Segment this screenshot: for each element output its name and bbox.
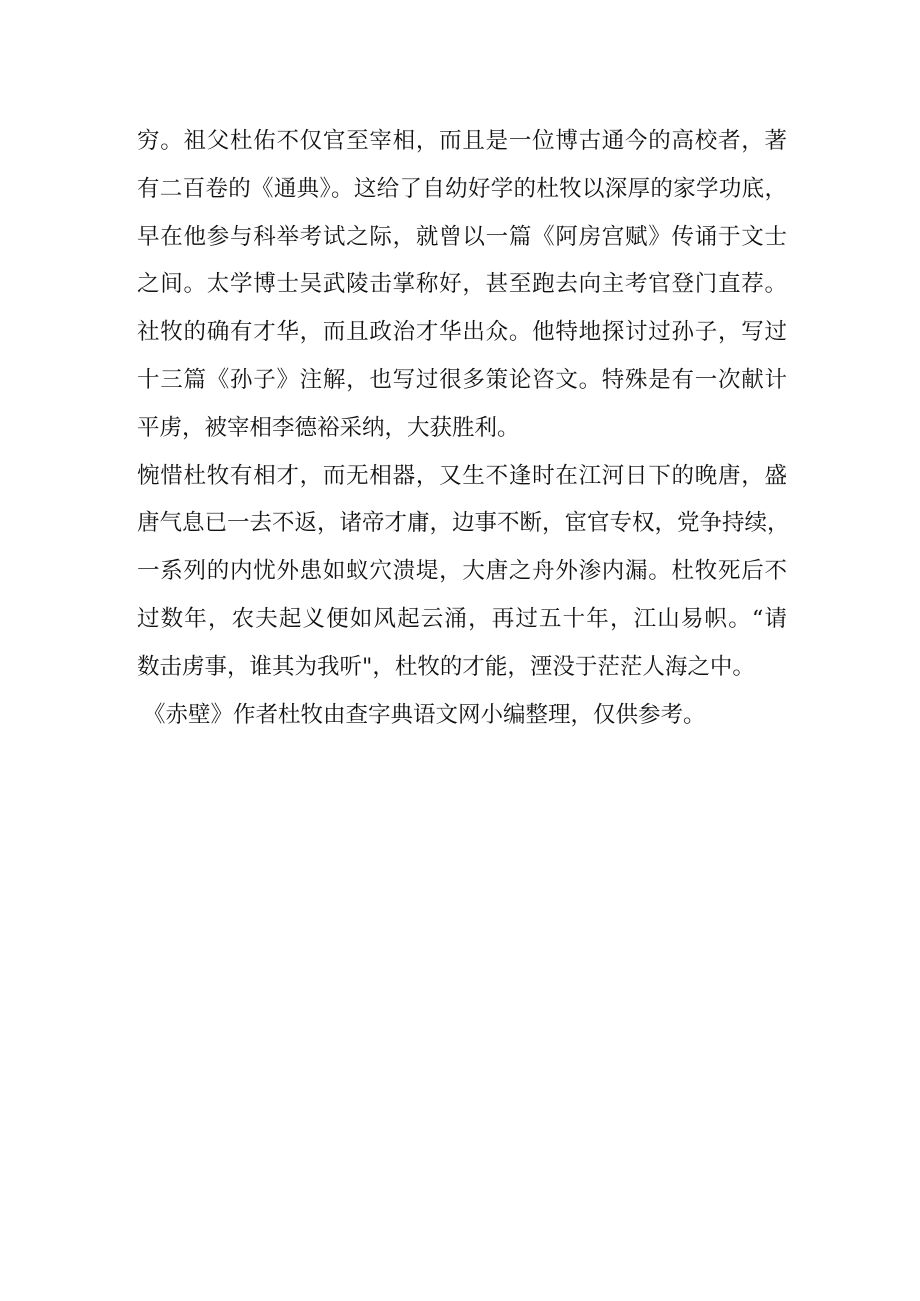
text-line: 十三篇《孙子》注解，也写过很多策论咨文。特殊是有一次献计 (137, 366, 787, 393)
text-line: 惋惜杜牧有相才，而无相器，又生不逢时在江河日下的晚唐，盛 (137, 462, 787, 489)
paragraph-2 (137, 453, 790, 692)
source-note: 《赤壁》作者杜牧由查字典语文网小编整理，仅供参考。 (143, 701, 706, 728)
text-line: 过数年，农夫起义便如风起云涌，再过五十年，江山易帜。“请 (137, 605, 787, 632)
text-line: 穷。祖父杜佑不仅官至宰相，而且是一位博古通今的高校者，著 (137, 128, 787, 154)
text-line: 一系列的内忧外患如蚁穴溃堤，大唐之舟外渗内漏。杜牧死后不 (137, 558, 787, 585)
text-line: 数击虏事，谁其为我听"，杜牧的才能，湮没于茫茫人海之中。 (137, 653, 755, 680)
document-body (137, 118, 790, 739)
text-line: 之间。太学博士吴武陵击掌称好，甚至跑去向主考官登门直荐。 (137, 271, 787, 298)
paragraph-1 (137, 118, 787, 453)
text-line: 早在他参与科举考试之际，就曾以一篇《阿房宫赋》传诵于文士 (137, 223, 787, 250)
text-line: 平虏，被宰相李德裕采纳，大获胜利。 (137, 414, 520, 441)
text-line: 社牧的确有才华，而且政治才华出众。他特地探讨过孙子，写过 (137, 319, 787, 346)
text-line: 唐气息已一去不返，诸帝才庸，边事不断，宦官专权，党争持续， (137, 510, 790, 537)
text-line: 有二百卷的《通典》。这给了自幼好学的杜牧以深厚的家学功底， (137, 175, 787, 202)
